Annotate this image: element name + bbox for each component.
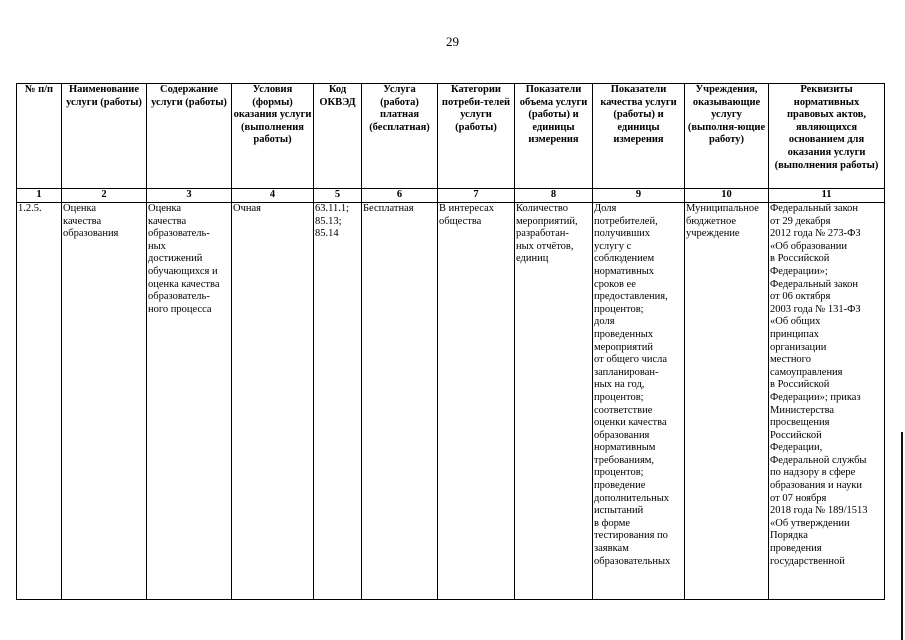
cell-conditions: Очная xyxy=(232,203,314,600)
header-cell-content: Содержание услуги (работы) xyxy=(147,84,232,189)
cell-quality: Доля потребителей, получивших услугу с соблюдением нормативных сроков ее предоставления, процентов; доля проведенных мероприятий от общего числа запланирован- ных на год, процентов; соответствие оценки качества образования нормативным требованиям, процентов; проведение дополнительных испытаний в форме тестирования по заявкам образовательных xyxy=(593,203,685,600)
header-cell-requisites: Реквизиты нормативных правовых актов, являющихся основанием для оказания услуги (выполнения работы) xyxy=(769,84,885,189)
header-cell-name: Наименование услуги (работы) xyxy=(62,84,147,189)
header-cell-conditions: Условия (формы) оказания услуги (выполнения работы) xyxy=(232,84,314,189)
cell-consumers: В интересах общества xyxy=(438,203,515,600)
column-number: 1 xyxy=(17,189,62,203)
table-row xyxy=(17,203,885,600)
header-cell-institutions: Учреждения, оказывающие услугу (выполня-ющие работу) xyxy=(685,84,769,189)
cell-institutions: Муниципальное бюджетное учреждение xyxy=(685,203,769,600)
page-number: 29 xyxy=(446,34,459,49)
column-number: 5 xyxy=(314,189,362,203)
cell-volume: Количество мероприятий, разработан- ных отчётов, единиц xyxy=(515,203,593,600)
column-number: 4 xyxy=(232,189,314,203)
cell-name: Оценка качества образования xyxy=(62,203,147,600)
header-cell-paid: Услуга (работа) платная (бесплатная) xyxy=(362,84,438,189)
cell-requisites: Федеральный закон от 29 декабря 2012 года № 273-ФЗ «Об образовании в Российской Федерации»; Федеральный закон от 06 октября 2003 года № 131-ФЗ «Об общих принципах организации местного самоуправления в Российской Федерации»; приказ Министерства просвещения Российской Федерации, Федеральной службы по надзору в сфере образования и науки от 07 ноября 2018 года № 189/1513 «Об утверждении Порядка проведения государственной xyxy=(769,203,885,600)
column-number: 7 xyxy=(438,189,515,203)
scan-edge-mark xyxy=(901,432,903,640)
column-number-row xyxy=(17,189,885,203)
cell-paid: Бесплатная xyxy=(362,203,438,600)
column-number: 2 xyxy=(62,189,147,203)
column-number: 8 xyxy=(515,189,593,203)
column-number: 9 xyxy=(593,189,685,203)
cell-okved: 63.11.1; 85.13; 85.14 xyxy=(314,203,362,600)
header-row xyxy=(17,84,885,189)
header-cell-quality: Показатели качества услуги (работы) и единицы измерения xyxy=(593,84,685,189)
cell-content: Оценка качества образователь- ных достижений обучающихся и оценка качества образователь- ного процесса xyxy=(147,203,232,600)
header-cell-consumers: Категории потреби-телей услуги (работы) xyxy=(438,84,515,189)
header-cell-num: № п/п xyxy=(17,84,62,189)
services-table xyxy=(16,83,885,600)
cell-num: 1.2.5. xyxy=(17,203,62,600)
header-cell-volume: Показатели объема услуги (работы) и единицы измерения xyxy=(515,84,593,189)
column-number: 6 xyxy=(362,189,438,203)
column-number: 10 xyxy=(685,189,769,203)
column-number: 3 xyxy=(147,189,232,203)
header-cell-okved: Код ОКВЭД xyxy=(314,84,362,189)
column-number: 11 xyxy=(769,189,885,203)
